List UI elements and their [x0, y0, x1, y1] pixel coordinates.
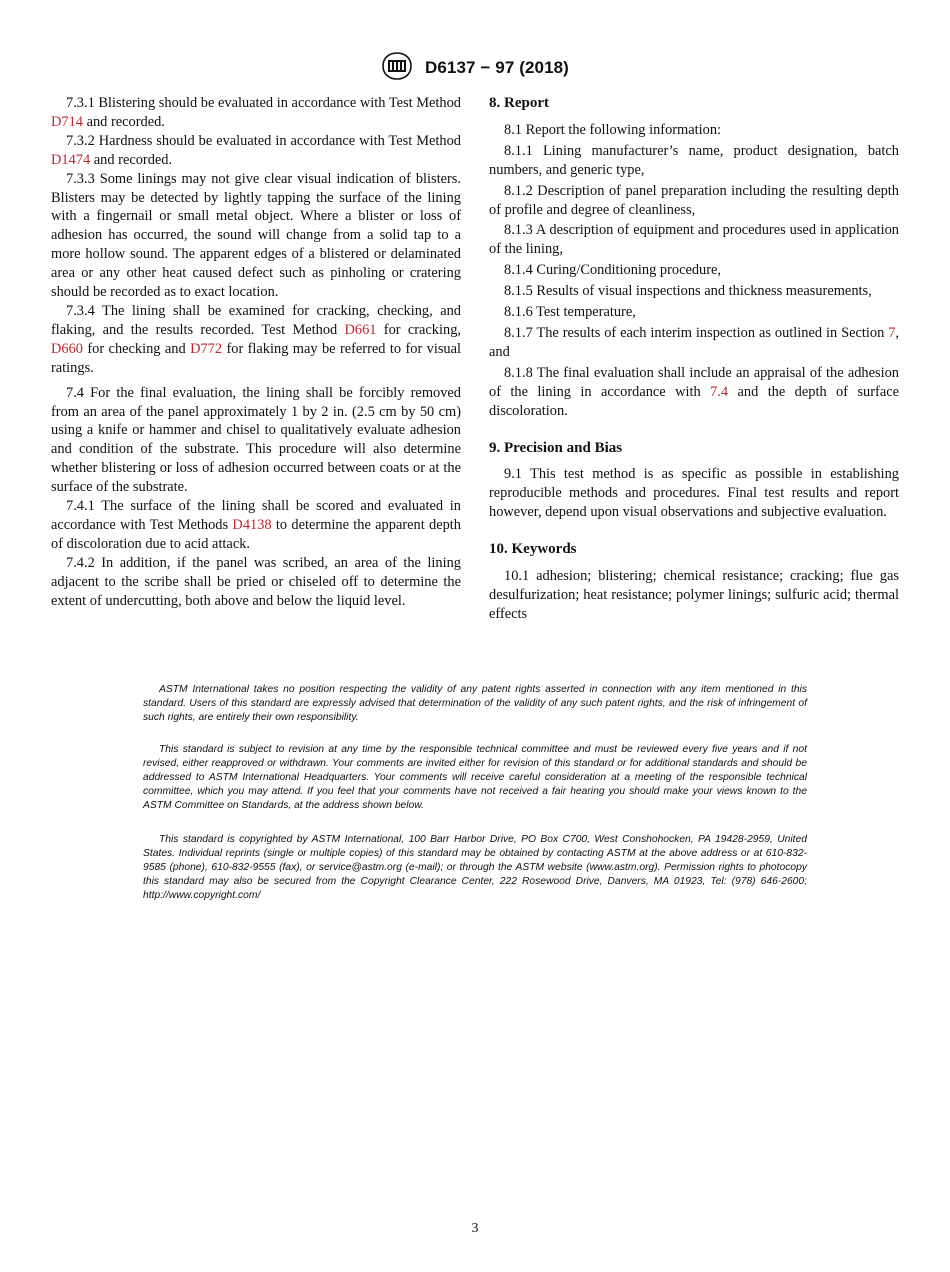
heading-keywords: 10. Keywords [489, 541, 577, 558]
section-7-4-1: 7.4.1 The surface of the lining shall be scored and evaluated in accordance with Test Methods D4138 to determine the apparent depth of discoloration due to acid attack. [51, 498, 461, 552]
ref-link-d1474[interactable]: D1474 [51, 151, 91, 168]
right-column [489, 94, 899, 624]
standard-designation: D6137 − 97 (2018) [425, 58, 569, 77]
heading-precision-bias: 9. Precision and Bias [489, 439, 623, 456]
section-7-3-3: 7.3.3 Some linings may not give clear visual indication of blisters. Blisters may be detected by lightly tapping the surface of the lining with a fingernail or small metal object. Where a blister or loss of adhesion has occurred, the sound will change from a solid tap to a more hollow sound. The apparent edges of a blistered or delaminated area or any other heat caused defect such as pinholing or cratering should be recorded as to exact location. [51, 170, 461, 301]
section-8-1-4: 8.1.4 Curing/Conditioning procedure, [504, 262, 722, 279]
page-number: 3 [471, 1221, 479, 1236]
section-7-3-2: 7.3.2 Hardness should be evaluated in accordance with Test Method D1474 and recorded. [51, 132, 461, 168]
section-8-1-2: 8.1.2 Description of panel preparation including the resulting depth of profile and degree of cleanliness, [489, 182, 899, 218]
ref-link-d4138[interactable]: D4138 [232, 516, 272, 533]
page-header [0, 50, 950, 84]
ref-link-section-7[interactable]: 7 [888, 324, 896, 341]
section-7-4: 7.4 For the final evaluation, the lining shall be forcibly removed from an area of the panel approximately 1 by 2 in. (2.5 cm by 50 cm) using a knife or hammer and chisel to qualitatively evaluate adhesion and condition of the substrate. This procedure will also determine whether blistering or loss of adhesion occurred between coats or at the surface of the substrate. [51, 384, 461, 496]
astm-logo-icon [379, 50, 415, 82]
section-7-3-4: 7.3.4 The lining shall be examined for cracking, checking, and flaking, and the results recorded. Test Method D661 for cracking, D660 for checking and D772 for flaking may be referred to for visual ratings. [51, 302, 462, 376]
section-8-1-3: 8.1.3 A description of equipment and procedures used in application of the lining, [489, 222, 899, 258]
ref-link-d660[interactable]: D660 [51, 340, 83, 357]
section-7-4-2: 7.4.2 In addition, if the panel was scribed, an area of the lining adjacent to the scribe shall be pried or chiseled off to determine the extent of undercutting, both above and below the liquid level. [51, 554, 461, 609]
section-8-1-8: 8.1.8 The final evaluation shall include an appraisal of the adhesion of the lining in accordance with 7.4 and the depth of surface discoloration. [489, 364, 899, 419]
footnote-copyright: This standard is copyrighted by ASTM International, 100 Barr Harbor Drive, PO Box C700, West Conshohocken, PA 19428-2959, United States. Individual reprints (single or multiple copies) of this standard may be obtained by contacting ASTM at the above address or at 610-832-9585 (phone), 610-832-9555 (fax), or service@astm.org (e-mail); or through the ASTM website (www.astm.org). Permission rights to photocopy this standard may also be secured from the Copyright Clearance Center, 222 Rosewood Drive, Danvers, MA 01923, Tel: (978) 646-2600; http://www.copyright.com/ [143, 834, 807, 901]
section-8-1: 8.1 Report the following information: [504, 121, 722, 138]
section-8-1-1: 8.1.1 Lining manufacturer’s name, product designation, batch numbers, and generic type, [489, 142, 899, 178]
footnote-patent-rights: ASTM International takes no position respecting the validity of any patent rights asserted in connection with any item mentioned in this standard. Users of this standard are expressly advised that determination of the validity of any such patent rights, and the risk of infringement of such rights, are entirely their own responsibility. [143, 684, 807, 723]
section-9-1: 9.1 This test method is as specific as possible in establishing reproducible methods and procedures. Final test results and report however, depend upon visual observations and subjective evaluation. [489, 466, 899, 521]
section-7-3-1: 7.3.1 Blistering should be evaluated in accordance with Test Method D714 and recorded. [51, 95, 461, 130]
ref-link-7-4[interactable]: 7.4 [710, 383, 729, 400]
section-8-1-5: 8.1.5 Results of visual inspections and thickness measurements, [504, 283, 872, 300]
section-8-1-6: 8.1.6 Test temperature, [504, 304, 636, 321]
footnote-revision: This standard is subject to revision at any time by the responsible technical committee and must be reviewed every five years and if not revised, either reapproved or withdrawn. Your comments are invited either for revision of this standard or for additional standards and should be addressed to ASTM International Headquarters. Your comments will receive careful consideration at a meeting of the responsible technical committee, which you may attend. If you feel that your comments have not received a fair hearing you should make your views known to the ASTM Committee on Standards, at the address shown below. [143, 744, 807, 811]
left-column [51, 94, 461, 610]
section-10-1: 10.1 adhesion; blistering; chemical resistance; cracking; flue gas desulfurization; heat resistance; polymer linings; sulfuric acid; thermal effects [489, 568, 899, 622]
section-8-1-7: 8.1.7 The results of each interim inspection as outlined in Section 7, and [489, 324, 899, 360]
ref-link-d714[interactable]: D714 [51, 113, 83, 130]
heading-report: 8. Report [489, 95, 549, 111]
ref-link-d772[interactable]: D772 [190, 340, 223, 357]
ref-link-d661[interactable]: D661 [344, 321, 377, 338]
